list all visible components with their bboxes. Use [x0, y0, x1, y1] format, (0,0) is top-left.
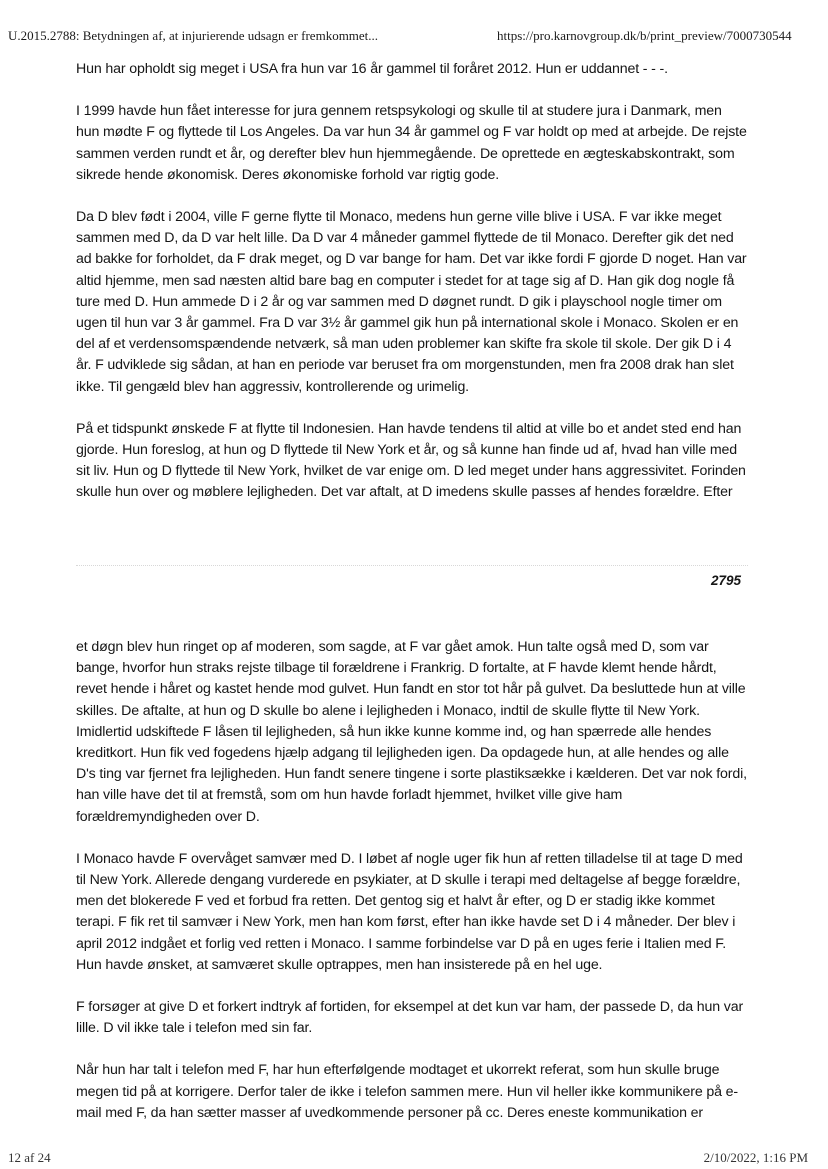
paragraph: Hun har opholdt sig meget i USA fra hun var 16 år gammel til foråret 2012. Hun er uddannet - - -.: [76, 61, 668, 77]
page-break-divider: [76, 565, 748, 566]
page-number: 2795: [710, 573, 741, 588]
document-reference: U.2015.2788: Betydningen af, at injurierende udsagn er fremkommet...: [8, 28, 379, 43]
paragraph: et døgn blev hun ringet op af moderen, som sagde, at F var gået amok. Hun talte også med D, som var bange, hvorfor hun straks rejste tilbage til forældrene i Frankrig. D fortalte, at F havde klemt hende hårdt, revet hende i håret og kastet hende mod gulvet. Hun fandt en stor tot hår på gulvet. Da besluttede hun at ville skilles. De aftalte, at hun og D skulle bo alene i lejligheden i Monaco, indtil de skulle flytte til New York. Imidlertid udskiftede F låsen til lejligheden, så hun ikke kunne komme ind, og han spærrede alle hendes kreditkort. Hun fik ved fogedens hjælp adgang til lejligheden igen. Da opdagede hun, at alle hendes og alle D's ting var fjernet fra lejligheden. Hun fandt senere tingene i sorte plastiksække i kælderen. Det var nok fordi, han ville have det til at fremstå, som om hun havde forladt hjemmet, hvilket ville give ham forældremyndigheden over D.: [76, 639, 747, 825]
print-url: https://pro.karnovgroup.dk/b/print_preview/7000730544: [497, 28, 792, 43]
print-timestamp: 2/10/2022, 1:16 PM: [703, 1150, 808, 1165]
paragraph: På et tidspunkt ønskede F at flytte til Indonesien. Han havde tendens til altid at ville bo et andet sted end han gjorde. Hun foreslog, at hun og D flyttede til New York et år, og så kunne han finde ud af, hvad han ville med sit liv. Hun og D flyttede til New York, hvilket de var enige om. D led meget under hans aggressivitet. Forinden skulle hun over og møblere lejligheden. Det var aftalt, at D imedens skulle passes af hendes forældre. Efter: [76, 420, 746, 501]
paragraph: Når hun har talt i telefon med F, har hun efterfølgende modtaget et ukorrekt referat, som hun skulle bruge megen tid på at korrigere. Derfor taler de ikke i telefon sammen mere. Hun vil heller ikke kommunikere på e-mail med F, da han sætter masser af uvedkommende personer på cc. Deres eneste kommunikation er: [76, 1062, 738, 1121]
paragraph: Da D blev født i 2004, ville F gerne flytte til Monaco, medens hun gerne ville blive i USA. F var ikke meget sammen med D, da D var helt lille. Da D var 4 måneder gammel flyttede de til Monaco. Derefter gik det ned ad bakke for forholdet, da F drak meget, og D var bange for ham. Det var ikke fordi F gjorde D noget. Han var altid hjemme, men sad næsten altid bare bag en computer i stedet for at tage sig af D. Han gik dog nogle få ture med D. Hun ammede D i 2 år og var sammen med D døgnet rundt. D gik i playschool nogle timer om ugen til hun var 3 år gammel. Fra D var 3½ år gammel gik hun på international skole i Monaco. Skolen er en del af et verdensomspændende netværk, så man uden problemer kan skifte fra skole til skole. Der gik D i 4 år. F udviklede sig sådan, at han en periode var beruset fra om morgenstunden, men fra 2008 drak han slet ikke. Til gengæld blev han aggressiv, kontrollerende og urimelig.: [76, 209, 747, 395]
paragraph: I 1999 havde hun fået interesse for jura gennem retspsykologi og skulle til at studere jura i Danmark, men hun mødte F og flyttede til Los Angeles. Da var hun 34 år gammel og F var holdt op med at arbejde. De rejste sammen verden rundt et år, og derefter blev hun hjemmegående. De oprettede en ægteskabskontrakt, som sikrede hende økonomisk. Deres økonomiske forhold var rigtig gode.: [76, 103, 747, 183]
text-block-top: [76, 59, 748, 525]
page-count: 12 af 24: [8, 1150, 51, 1165]
paragraph: F forsøger at give D et forkert indtryk af fortiden, for eksempel at det kun var ham, der passede D, da hun var lille. D vil ikke tale i telefon med sin far.: [76, 999, 744, 1037]
text-block-bottom: [76, 637, 748, 1145]
paragraph: I Monaco havde F overvåget samvær med D. I løbet af nogle uger fik hun af retten tilladelse til at tage D med til New York. Allerede dengang vurderede en psykiater, at D skulle i terapi med deltagelse af begge forældre, men det blokerede F ved et forbud fra retten. Det gentog sig et halvt år efter, og D er stadig ikke kommet terapi. F fik ret til samvær i New York, men han kom først, efter han ikke havde set D i 4 måneder. Der blev i april 2012 indgået et forlig ved retten i Monaco. I samme forbindelse var D på en uges ferie i Italien med F. Hun havde ønsket, at samværet skulle optrappes, men han insisterede på en hel uge.: [76, 850, 743, 973]
